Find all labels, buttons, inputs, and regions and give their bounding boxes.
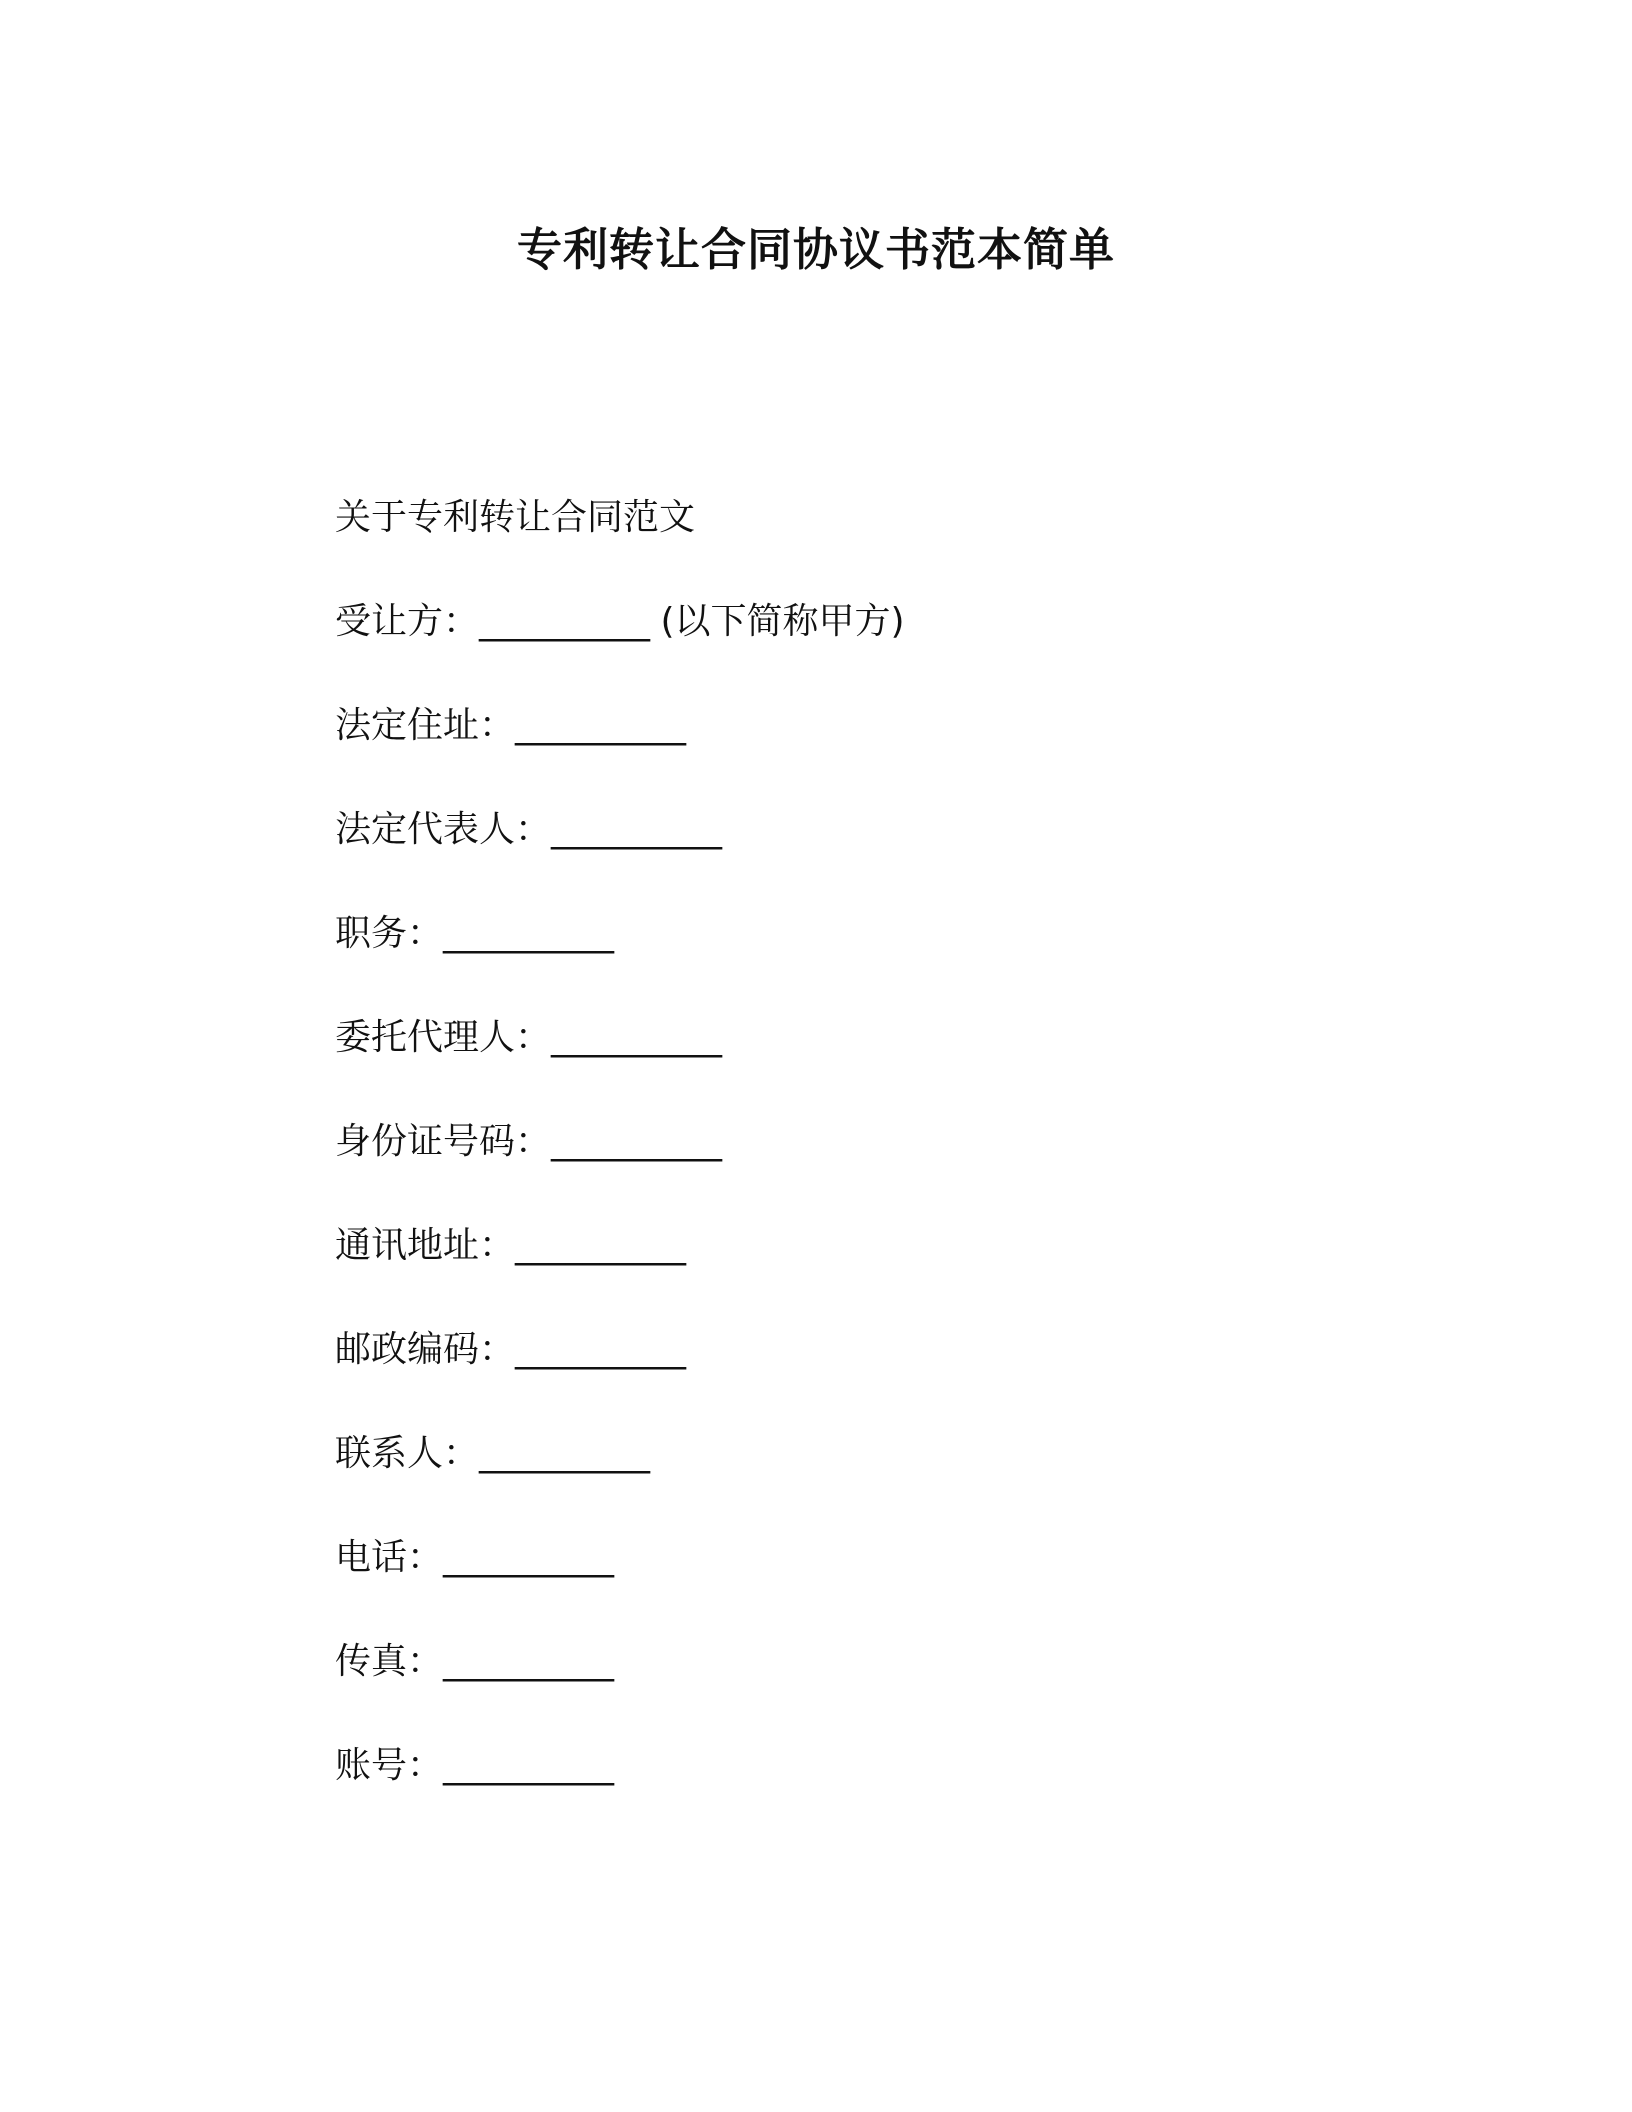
field-blank: __________ (443, 1641, 614, 1682)
field-agent (335, 1014, 1435, 1062)
field-blank: __________ (551, 1017, 722, 1058)
field-position (335, 910, 1435, 958)
field-blank: __________ (515, 705, 686, 746)
field-blank: __________ (515, 1329, 686, 1370)
field-fax (335, 1638, 1435, 1686)
field-id-number (335, 1118, 1435, 1166)
document-body (335, 494, 1435, 1846)
field-blank: __________ (551, 809, 722, 850)
field-label: 邮政编码： (335, 1329, 516, 1370)
field-label: 账号： (335, 1745, 444, 1786)
field-blank: __________ (515, 1225, 686, 1266)
field-phone (335, 1534, 1435, 1582)
field-label: 法定住址： (335, 705, 516, 746)
field-legal-representative (335, 806, 1435, 854)
field-account (335, 1742, 1435, 1790)
field-postal-code (335, 1326, 1435, 1374)
field-label: 受让方： (335, 601, 480, 642)
field-mailing-address (335, 1222, 1435, 1270)
field-legal-address (335, 702, 1435, 750)
field-blank: __________ (479, 1433, 650, 1474)
field-blank: __________ (443, 913, 614, 954)
field-blank: __________ (479, 601, 650, 642)
field-assignee (335, 598, 1435, 646)
field-label: 电话： (335, 1537, 444, 1578)
field-label: 身份证号码： (335, 1121, 552, 1162)
field-blank: __________ (551, 1121, 722, 1162)
field-label: 通讯地址： (335, 1225, 516, 1266)
field-label: 委托代理人： (335, 1017, 552, 1058)
field-blank: __________ (443, 1745, 614, 1786)
field-label: 联系人： (335, 1433, 480, 1474)
field-note: (以下简称甲方) (649, 601, 905, 642)
document-title: 专利转让合同协议书范本简单 (516, 223, 1115, 276)
section-heading: 关于专利转让合同范文 (335, 497, 696, 538)
field-blank: __________ (443, 1537, 614, 1578)
field-label: 传真： (335, 1641, 444, 1682)
field-label: 法定代表人： (335, 809, 552, 850)
field-label: 职务： (335, 913, 444, 954)
field-contact (335, 1430, 1435, 1478)
